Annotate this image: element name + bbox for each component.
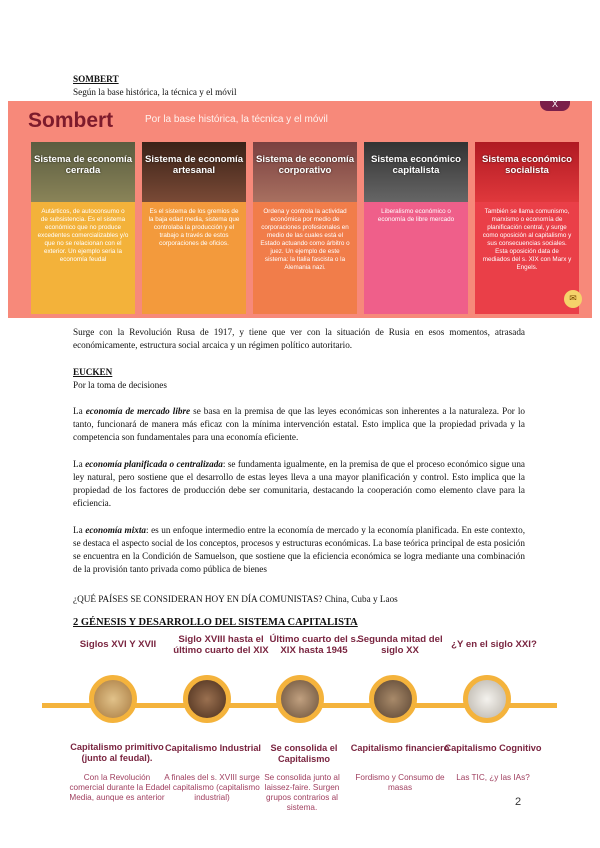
column-header: Sistema de economía cerrada xyxy=(31,142,135,202)
timeline-description: A finales del s. XVIII surge el capitalismo (capitalismo industrial) xyxy=(164,773,260,802)
close-icon[interactable]: X xyxy=(540,101,570,111)
page-number: 2 xyxy=(515,796,522,808)
column-economico-capitalista xyxy=(364,142,468,314)
question-paises-comunistas: ¿QUÉ PAÍSES SE CONSIDERAN HOY EN DÍA COMUNISTAS? China, Cuba y Laos xyxy=(73,594,398,604)
timeline-image xyxy=(463,675,511,723)
timeline-period: Último cuarto del s. XIX hasta 1945 xyxy=(269,634,359,656)
timeline-title: Capitalismo financiero xyxy=(350,743,450,753)
section-heading-capitalismo: 2 GÉNESIS Y DESARROLLO DEL SISTEMA CAPITALISTA xyxy=(73,617,358,628)
column-text: Ordena y controla la actividad económica por medio de corporaciones profesionales en medio de las cuales está el Estado actuando como árbitro o juez. Un ejemplo de este sistema: la Italia fascista o la Alemania nazi. xyxy=(253,202,357,314)
timeline-image xyxy=(369,675,417,723)
sombert-infographic xyxy=(8,101,592,318)
paragraph-russia: Surge con la Revolución Rusa de 1917, y tiene que ver con la situación de Rusia en esos momentos, atrasada económicamente, estructura social arcaica y un régimen político autoritario. xyxy=(73,327,525,350)
term-mercado-libre: economía de mercado libre xyxy=(85,406,191,416)
paragraph-mercado-libre: La economía de mercado libre se basa en la premisa de que las leyes económicas son inherentes a la naturaleza. Por lo tanto, funcionará de manera más eficaz con la mínima intervención estatal. Esto implica que la propiedad privada y la competencia son fundamentales para una economía eficiente. xyxy=(73,406,525,442)
column-text: También se llama comunismo, marxismo o economía de planificación central, y surge como oposición al capitalismo y sus consecuencias sociales. Esta oposición data de mediados del s. XIX con Marx y Engels. xyxy=(475,202,579,314)
sombert-heading: SOMBERT xyxy=(73,74,119,84)
timeline-period: Segunda mitad del siglo XX xyxy=(357,634,443,656)
column-header: Sistema económico capitalista xyxy=(364,142,468,202)
banner-title: Sombert xyxy=(28,109,114,132)
eucken-subheading: Por la toma de decisiones xyxy=(73,380,167,390)
timeline-title: Capitalismo Cognitivo xyxy=(444,743,542,753)
timeline-description: Se consolida junto al laissez-faire. Surgen grupos contrarios al sistema. xyxy=(264,773,340,812)
timeline-period: Siglo XVIII hasta el último cuarto del XIX xyxy=(173,634,269,656)
term-mixta: economía mixta xyxy=(85,525,146,535)
column-economia-corporativo xyxy=(253,142,357,314)
column-text: Es el sistema de los gremios de la baja edad media, sistema que controlaba la producción y el trabajo a través de estos corporaciones de oficios. xyxy=(142,202,246,314)
timeline-title: Capitalismo Industrial xyxy=(165,743,261,753)
column-header: Sistema de economía artesanal xyxy=(142,142,246,202)
column-economico-socialista xyxy=(475,142,579,314)
chat-icon[interactable]: ✉ xyxy=(564,290,582,308)
timeline-period: ¿Y en el siglo XXI? xyxy=(451,639,537,650)
column-text: Liberalismo económico o economía de libre mercado xyxy=(364,202,468,314)
timeline-image xyxy=(89,675,137,723)
timeline-title: Capitalismo primitivo (junto al feudal). xyxy=(70,742,164,763)
timeline-description: Con la Revolución comercial durante la Edad Media, aunque es anterior xyxy=(69,773,165,802)
sombert-subheading: Según la base histórica, la técnica y el móvil xyxy=(73,87,237,97)
banner-subtitle: Por la base histórica, la técnica y el móvil xyxy=(145,114,328,125)
column-text: Autárticos, de autoconsumo o de subsistencia. Es el sistema económico que no produce excedentes comercializables y/o que no se relacionan con el exterior. Un ejemplo seria la economía feudal xyxy=(31,202,135,314)
column-economia-artesanal xyxy=(142,142,246,314)
timeline-description: Fordismo y Consumo de masas xyxy=(355,773,445,792)
paragraph-planificada: La economía planificada o centralizada: se fundamenta igualmente, en la premisa de que el proceso económico sigue una ley natural, pero sostiene que el desarrollo de estas leyes lleva a una mayor planificación y control. Esto implica que la propiedad de los factores de producción debe ser comunitaria, destacando la cooperación como elemento clave para la eficiencia. xyxy=(73,459,526,508)
column-header: Sistema económico socialista xyxy=(475,142,579,202)
term-planificada: economía planificada o centralizada xyxy=(85,459,223,469)
column-economia-cerrada xyxy=(31,142,135,314)
column-header: Sistema de economía corporativo xyxy=(253,142,357,202)
paragraph-mixta: La economía mixta: es un enfoque intermedio entre la economía de mercado y la economía planificada. En este contexto, se destaca el aspecto social de los conceptos, procesos y estructuras económicas. La base teórica principal de esta posición se encuentra en la Condición de Samuelson, que sostiene que la eficiencia económica se logra mediante una combinación de la provisión tanto privada como pública de bienes xyxy=(73,525,525,574)
timeline-image xyxy=(276,675,324,723)
timeline-period: Siglos XVI Y XVII xyxy=(79,639,157,650)
timeline-description: Las TIC, ¿y las IAs? xyxy=(456,773,530,782)
timeline-title: Se consolida el Capitalismo xyxy=(270,743,338,764)
eucken-heading: EUCKEN xyxy=(73,367,113,377)
timeline-image xyxy=(183,675,231,723)
